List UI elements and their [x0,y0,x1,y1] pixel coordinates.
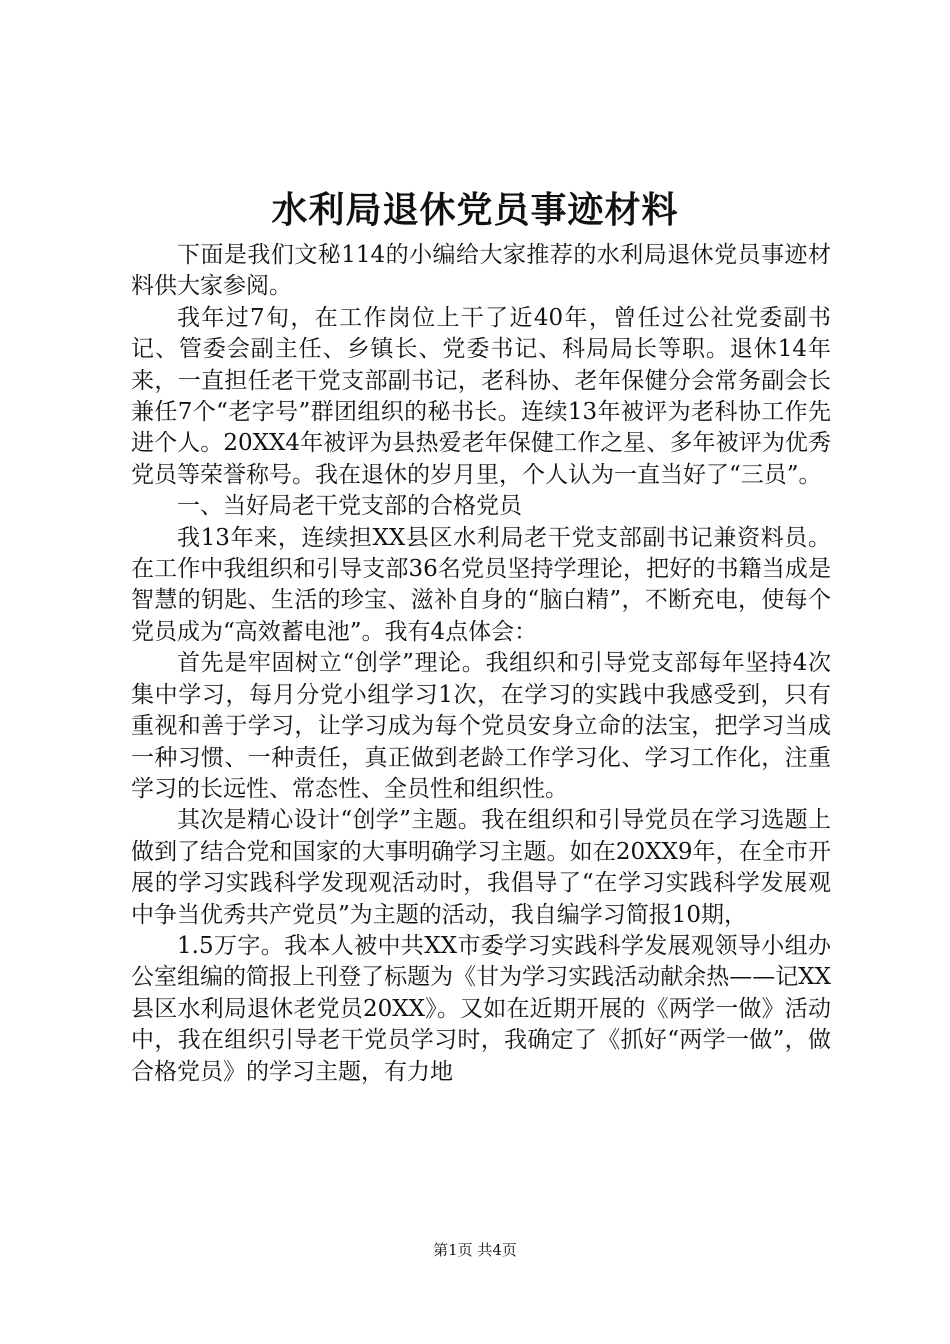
paragraph-intro: 下面是我们文秘114的小编给大家推荐的水利局退休党员事迹材料供大家参阅。 [131,242,831,300]
section-heading-1: 一、当好局老干党支部的合格党员 [177,493,522,520]
paragraph-background: 我年过7旬，在工作岗位上干了近40年，曾任过公社党委副书记、管委会副主任、乡镇长、党委书记、科局局长等职。退休14年来，一直担任老干党支部副书记，老科协、老年保健分会常务副会长兼任7个“老字号”群团组织的秘书长。连续13年被评为老科协工作先进个人。20XX4年被评为县热爱老年保健工作之星、多年被评为优秀党员等荣誉称号。我在退休的岁月里，个人认为一直当好了“三员”。 [131,304,831,488]
paragraph-branch-work: 我13年来，连续担XX县区水利局老干党支部副书记兼资料员。在工作中我组织和引导支部36名党员坚持学理论，把好的书籍当成是智慧的钥匙、生活的珍宝、滋补自身的“脑白精”，不断充电，使每个党员成为“高效蓄电池”。我有4点体会： [131,524,831,645]
paragraph-second-point: 其次是精心设计“创学”主题。我在组织和引导党员在学习选题上做到了结合党和国家的大事明确学习主题。如在20XX9年，在全市开展的学习实践科学发现观活动时，我倡导了“在学习实践科学发展观中争当优秀共产党员”为主题的活动，我自编学习简报10期， [131,807,831,928]
paragraph-first-point: 首先是牢固树立“创学”理论。我组织和引导党支部每年坚持4次集中学习，每月分党小组学习1次，在学习的实践中我感受到，只有重视和善于学习，让学习成为每个党员安身立命的法宝，把学习当成一种习惯、一种责任，真正做到老龄工作学习化、学习工作化，注重学习的长远性、常态性、全员性和组织性。 [131,650,831,802]
page-footer: 第1页 共4页 [433,1241,517,1259]
document-title: 水利局退休党员事迹材料 [271,189,679,231]
paragraph-continuation: 1.5万字。我本人被中共XX市委学习实践科学发展观领导小组办公室组编的简报上刊登了标题为《甘为学习实践活动献余热——记XX县区水利局退休老党员20XX》。又如在近期开展的《两学一做》活动中，我在组织引导老干党员学习时，我确定了《抓好“两学一做”，做合格党员》的学习主题，有力地 [131,932,831,1085]
document-body [131,240,831,1088]
